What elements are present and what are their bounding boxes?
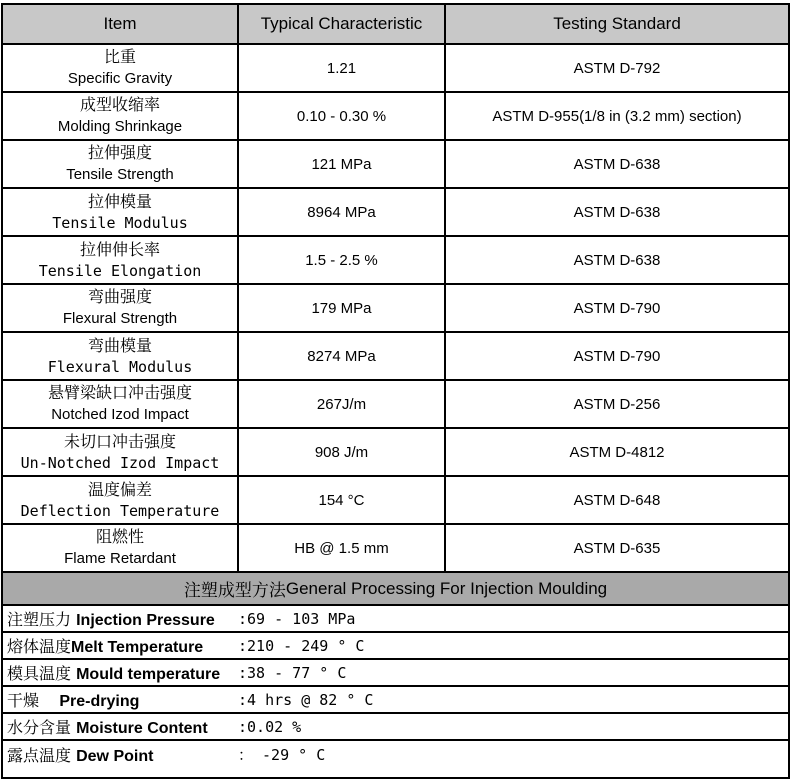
characteristic-cell: 0.10 - 0.30 % <box>239 93 446 139</box>
item-en: Specific Gravity <box>67 70 173 87</box>
property-row-tensile-strength <box>3 141 788 189</box>
item-en: Molding Shrinkage <box>57 118 183 135</box>
item-en: Un-Notched Izod Impact <box>20 454 220 472</box>
item-cell <box>3 477 239 523</box>
property-row-tensile-elongation <box>3 237 788 285</box>
item-en: Tensile Modulus <box>52 214 188 232</box>
item-cn: 悬臂梁缺口冲击强度 <box>47 385 192 402</box>
item-en: Deflection Temperature <box>20 502 220 520</box>
label-cn: 模具温度 <box>7 664 77 683</box>
item-cell <box>3 525 239 571</box>
standard-cell: ASTM D-638 <box>573 203 661 221</box>
item-cell <box>3 189 239 235</box>
processing-row-melt-temperature <box>3 633 788 660</box>
item-cell <box>3 333 239 379</box>
standard-cell: ASTM D-648 <box>573 491 661 509</box>
section-title-cn: 注塑成型方法 <box>183 581 286 601</box>
label-en: Injection Pressure <box>76 612 215 629</box>
item-cell <box>3 141 239 187</box>
processing-value: :4 hrs @ 82 ° C <box>238 690 374 709</box>
processing-value: :0.02 % <box>238 717 302 736</box>
processing-label <box>7 688 238 711</box>
item-en: Notched Izod Impact <box>51 406 189 423</box>
item-cn: 弯曲强度 <box>87 289 152 306</box>
item-cn: 成型收缩率 <box>79 97 160 114</box>
property-row-flexural-modulus <box>3 333 788 381</box>
standard-cell: ASTM D-792 <box>573 59 661 77</box>
item-cell <box>3 237 239 283</box>
processing-row-moisture-content <box>3 714 788 741</box>
item-cn: 拉伸强度 <box>87 145 152 162</box>
item-en: Flexural Modulus <box>47 358 193 376</box>
processing-row-mould-temperature <box>3 660 788 687</box>
item-cn: 温度偏差 <box>87 480 152 499</box>
characteristic-cell: HB @ 1.5 mm <box>239 525 446 571</box>
property-row-deflection-temperature <box>3 477 788 525</box>
standard-cell: ASTM D-638 <box>573 251 661 269</box>
section-title-en: General Processing For Injection Moulding <box>285 578 608 598</box>
datasheet-table <box>1 3 790 779</box>
standard-cell: ASTM D-635 <box>573 539 661 557</box>
characteristic-cell: 8274 MPa <box>239 333 446 379</box>
label-en: Mould temperature <box>76 666 221 683</box>
item-cell <box>3 381 239 427</box>
item-en: Flame Retardant <box>64 550 176 567</box>
item-cell <box>3 285 239 331</box>
col-header-testing-standard: Testing Standard <box>553 14 681 33</box>
processing-value: :69 - 103 MPa <box>238 609 356 628</box>
processing-label <box>7 634 238 657</box>
characteristic-cell: 267J/m <box>239 381 446 427</box>
label-cn: 注塑压力 <box>7 610 77 629</box>
processing-row-pre-drying <box>3 687 788 714</box>
item-en: Flexural Strength <box>62 310 178 327</box>
standard-cell: ASTM D-638 <box>573 155 661 173</box>
standard-cell: ASTM D-4812 <box>569 443 665 461</box>
item-cell <box>3 429 239 475</box>
label-cn: 干燥 <box>7 691 60 710</box>
item-cell <box>3 45 239 91</box>
processing-row-injection-pressure <box>3 606 788 633</box>
table-header-row <box>3 5 788 45</box>
col-header-item: Item <box>3 5 239 43</box>
item-cell <box>3 93 239 139</box>
section-header-injection-moulding <box>3 573 788 606</box>
processing-label <box>7 661 238 684</box>
label-en: Dew Point <box>76 748 154 765</box>
processing-value: ： -29 ° C <box>238 746 326 764</box>
standard-cell: ASTM D-955(1/8 in (3.2 mm) section) <box>492 107 742 125</box>
label-cn: 熔体温度 <box>7 637 72 656</box>
item-cn: 拉伸伸长率 <box>79 240 160 259</box>
processing-label <box>7 743 238 766</box>
property-row-flame-retardant <box>3 525 788 573</box>
property-row-specific-gravity <box>3 45 788 93</box>
property-row-molding-shrinkage <box>3 93 788 141</box>
processing-label <box>7 607 238 630</box>
item-cn: 阻燃性 <box>95 529 144 546</box>
processing-value: :210 - 249 ° C <box>238 636 365 655</box>
label-cn: 露点温度 <box>7 746 77 765</box>
property-row-tensile-modulus <box>3 189 788 237</box>
characteristic-cell: 8964 MPa <box>239 189 446 235</box>
standard-cell: ASTM D-256 <box>573 395 661 413</box>
item-cn: 拉伸模量 <box>87 192 152 211</box>
property-row-notched-izod-impact <box>3 381 788 429</box>
label-en: Pre-drying <box>59 693 140 710</box>
standard-cell: ASTM D-790 <box>573 299 661 317</box>
item-en: Tensile Elongation <box>38 262 202 280</box>
item-en: Tensile Strength <box>66 166 174 183</box>
characteristic-cell: 908 J/m <box>239 429 446 475</box>
label-en: Moisture Content <box>76 720 208 737</box>
property-row-unnotched-izod-impact <box>3 429 788 477</box>
col-header-typical-characteristic: Typical Characteristic <box>239 5 446 43</box>
processing-row-dew-point <box>3 741 788 768</box>
processing-label <box>7 715 238 738</box>
characteristic-cell: 121 MPa <box>239 141 446 187</box>
standard-cell: ASTM D-790 <box>573 347 661 365</box>
property-row-flexural-strength <box>3 285 788 333</box>
characteristic-cell: 154 °C <box>239 477 446 523</box>
label-cn: 水分含量 <box>7 718 77 737</box>
item-cn: 比重 <box>103 49 136 66</box>
item-cn: 未切口冲击强度 <box>63 432 176 451</box>
processing-value: :38 - 77 ° C <box>238 663 347 682</box>
item-cn: 弯曲模量 <box>87 336 152 355</box>
characteristic-cell: 1.21 <box>239 45 446 91</box>
label-en: Melt Temperature <box>71 639 204 656</box>
characteristic-cell: 179 MPa <box>239 285 446 331</box>
characteristic-cell: 1.5 - 2.5 % <box>239 237 446 283</box>
